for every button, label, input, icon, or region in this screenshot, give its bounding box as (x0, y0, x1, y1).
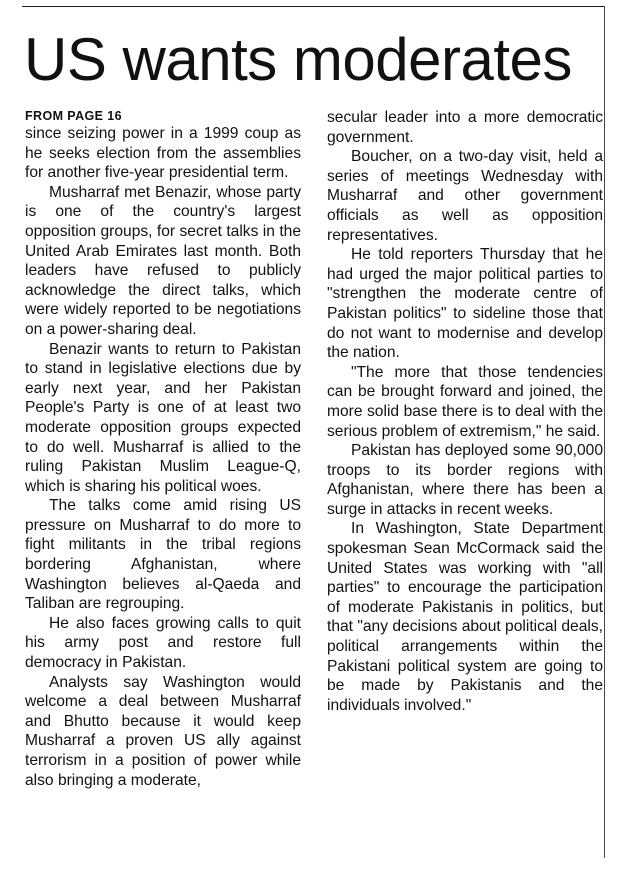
paragraph: Analysts say Washington would welcome a deal between Musharraf and Bhutto because it would keep Musharraf a proven US ally against terrorism in a position of power while also bringing a moderate, (25, 673, 301, 789)
left-column (25, 108, 301, 790)
right-column (327, 108, 603, 715)
paragraph: secular leader into a more democratic government. (327, 109, 603, 146)
top-rule (22, 6, 605, 7)
paragraph: Musharraf met Benazir, whose party is one of the country's largest opposition groups, for secret talks in the United Arab Emirates last month. Both leaders have refused to publicly acknowledge the direct talks, which were widely reported to be negotiations on a power-sharing deal. (25, 183, 301, 338)
paragraph: since seizing power in a 1999 coup as he seeks election from the assemblies for another five-year presidential term. (25, 125, 301, 182)
paragraph: The talks come amid rising US pressure on Musharraf to do more to fight militants in the tribal regions bordering Afghanistan, where Washington believes al-Qaeda and Taliban are regrouping. (25, 497, 301, 613)
paragraph: He also faces growing calls to quit his army post and restore full democracy in Pakistan. (25, 614, 301, 672)
paragraph: Pakistan has deployed some 90,000 troops to its border regions with Afghanistan, where there has been a surge in attacks in recent weeks. (327, 442, 603, 518)
continued-from-label: FROM PAGE 16 (25, 109, 122, 123)
column-rule (604, 6, 605, 858)
paragraph: "The more that those tendencies can be brought forward and joined, the more solid base there is to deal with the serious problem of extremism," he said. (327, 363, 603, 440)
headline: US wants moderates (24, 26, 572, 93)
paragraph: He told reporters Thursday that he had urged the major political parties to "strengthen the moderate centre of Pakistan politics" to sideline those that do not want to modernise and develop the nation. (327, 246, 603, 362)
paragraph: Benazir wants to return to Pakistan to stand in legislative elections due by early next year, and her Pakistan People's Party is one of at least two moderate opposition groups expected to do well. Musharraf is allied to the ruling Pakistan Muslim League-Q, which is sharing his political woes. (25, 340, 301, 495)
paragraph: In Washington, State Department spokesman Sean McCormack said the United States was working with "all parties" to encourage the participation of moderate Pakistanis in politics, but that "any decisions about political deals, political arrangements within the Pakistani political system are going to be made by Pakistanis and the individuals involved." (327, 520, 603, 714)
paragraph: Boucher, on a two-day visit, held a series of meetings Wednesday with Musharraf and other government officials as well as opposition representatives. (327, 148, 603, 244)
